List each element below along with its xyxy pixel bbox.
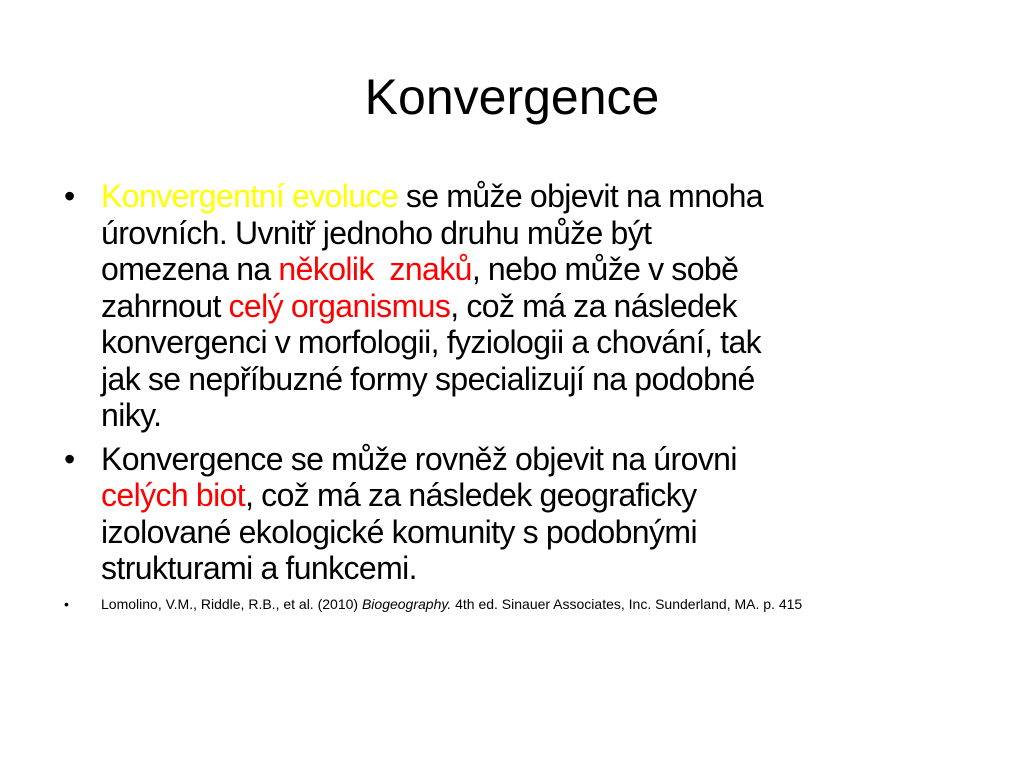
- slide-title: Konvergence: [364, 69, 660, 125]
- citation-book-title: Biogeography.: [361, 595, 452, 612]
- text-line: strukturami a funkcemi.: [101, 550, 417, 586]
- citation-text: [101, 594, 964, 614]
- citation-item: [64, 594, 964, 614]
- text-line: [101, 477, 964, 514]
- text-segment: , což má za následek geograficky: [245, 477, 697, 513]
- citation-authors: Lomolino, V.M., Riddle, R.B., et al. (2010): [101, 595, 362, 612]
- text-line: jak se nepříbuzné formy specializují na podobné: [101, 360, 755, 397]
- bullet-point: •: [64, 595, 69, 612]
- text-line: Konvergence se může rovněž objevit na úrovni: [101, 440, 737, 477]
- text-line: niky.: [101, 397, 162, 433]
- highlight-whole-biotas: celých biot: [101, 477, 246, 513]
- text-line: izolované ekologické komunity s podobnými: [101, 513, 697, 550]
- highlight-whole-organism: celý organismus: [228, 287, 451, 324]
- text-segment: , což má za následek: [450, 287, 737, 324]
- text-segment: zahrnout: [101, 287, 229, 324]
- text-segment: se může objevit na mnoha: [398, 178, 764, 214]
- bullet-item-biota-convergence: [64, 441, 964, 587]
- citation-details: 4th ed. Sinauer Associates, Inc. Sunderland, MA. p. 415: [451, 595, 803, 612]
- bullet-item-convergent-evolution: [64, 178, 964, 434]
- bullet-point: •: [64, 178, 75, 214]
- text-segment: , nebo může v sobě: [471, 251, 739, 287]
- text-line: [101, 251, 964, 288]
- text-line: [101, 288, 964, 325]
- bullet-point: •: [64, 440, 75, 477]
- highlight-several-traits: několik znaků: [278, 251, 472, 287]
- slide-body: [64, 178, 964, 621]
- text-segment: omezena na: [101, 251, 279, 287]
- text-line: konvergenci v morfologii, fyziologii a chování, tak: [101, 324, 762, 360]
- text-line: úrovních. Uvnitř jednoho druhu může být: [101, 214, 652, 251]
- highlight-convergent-evolution: Konvergentní evoluce: [101, 178, 399, 214]
- text-line: [101, 178, 964, 215]
